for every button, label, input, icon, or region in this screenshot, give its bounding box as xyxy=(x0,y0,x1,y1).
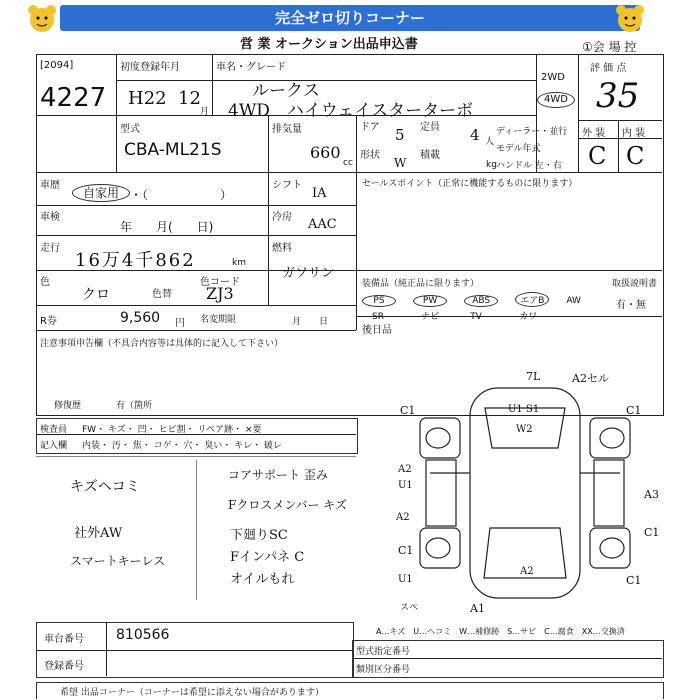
footer-info-2: 類別区分番号 xyxy=(356,665,411,675)
equip-ps: PS xyxy=(362,295,396,307)
kg-unit: kg xyxy=(486,160,497,170)
diagram-mark-15: A1 xyxy=(470,602,485,615)
later-items-label: 後日品 xyxy=(362,325,392,336)
equip-bottom-row xyxy=(372,304,602,323)
venue-copy-label: ①会 場 控 xyxy=(582,40,637,54)
remark-1: 社外AW xyxy=(74,526,123,541)
reg-month: 12 xyxy=(178,88,201,109)
equip-navi: ナビ xyxy=(421,312,440,322)
diagram-legend: A…キズ U…ヘコミ W…補修跡 S…サビ C…腐食 XX…交換済 xyxy=(376,627,625,636)
lot-code: [2094] xyxy=(40,60,74,71)
diagram-mark-14: C1 xyxy=(626,574,642,587)
banner-title: 完全ゼロ切りコーナー xyxy=(60,5,640,31)
color-code-label: 色コード xyxy=(200,277,240,288)
repair-label: 修復歴 xyxy=(54,401,82,411)
model-label: 型式 xyxy=(120,124,140,135)
mileage-label: 走行 xyxy=(40,243,60,254)
car-grade: 4WD ハイウェイスターターボ xyxy=(228,101,474,121)
diagram-mark-10: C1 xyxy=(644,526,660,539)
model-code: CBA-ML21S xyxy=(124,140,222,160)
equip-aw: AW xyxy=(566,296,581,306)
drive-2wd: 2WD xyxy=(541,72,565,83)
ext-label: 外 装 xyxy=(582,128,606,139)
check-row-2: 内装・ 汚・ 焦・ コゲ・ 穴・ 臭い・ キレ・ 破レ xyxy=(82,441,282,451)
color-label: 色 xyxy=(40,277,50,288)
score-value: 35 xyxy=(596,76,640,116)
load-label: 積載 xyxy=(420,150,440,161)
history-value: 自家用 xyxy=(72,184,130,202)
mileage-value: 16万4千862 xyxy=(75,250,196,271)
diagram-mark-5: A2 xyxy=(398,464,412,475)
ext-grade: C xyxy=(588,142,607,170)
shift-label: シフト xyxy=(272,180,302,191)
score-label: 評 価 点 xyxy=(590,63,627,74)
displacement-label: 排気量 xyxy=(272,124,302,135)
remark-3: コアサポート 歪み xyxy=(228,468,328,482)
equip-sr: SR xyxy=(372,312,384,322)
reg-era-year: H22 xyxy=(128,88,167,109)
equip-label: 装備品（純正品に限ります） xyxy=(362,279,480,289)
notes-label: 注意事項申告欄（不具合内容等は具体的に記入して下さい） xyxy=(40,339,284,349)
int-label: 内 装 xyxy=(622,128,646,139)
model-year-label: モデル年式 xyxy=(496,144,541,154)
manual-value: 有・無 xyxy=(616,300,646,311)
diagram-mark-11: A2 xyxy=(520,566,534,577)
form-header: 営 業 オークション出品申込書 xyxy=(240,37,418,52)
fuel-label: 燃料 xyxy=(272,243,292,254)
fuel-value: ガソリン xyxy=(282,266,335,281)
shape-label: 形状 xyxy=(360,150,380,161)
door-count: 5 xyxy=(395,126,405,144)
repair-value: 有（箇所 xyxy=(116,401,153,411)
hope-corner-label: 希望 出品コーナー（コーナーは希望に添えない場合があります） xyxy=(60,688,324,698)
handle-label: ハンドル 左・右 xyxy=(496,161,562,171)
capacity-label: 定員 xyxy=(420,122,440,133)
equip-pw: PW xyxy=(413,295,447,307)
diagram-mark-4: W2 xyxy=(516,424,533,435)
remark-2: スマートキーレス xyxy=(70,554,166,568)
shift-value: IA xyxy=(312,186,327,201)
diagram-mark-1: A2セル xyxy=(572,372,609,385)
diagram-mark-12: C1 xyxy=(398,544,414,557)
title-change-value: 月 日 xyxy=(292,317,329,327)
capacity-unit: 人 xyxy=(485,137,495,147)
remark-0: キズヘコミ xyxy=(70,479,140,495)
car-name: ルークス xyxy=(252,81,320,101)
recycle-label: R券 xyxy=(40,316,57,327)
lot-number: 4227 xyxy=(40,83,107,113)
color-value: クロ xyxy=(82,287,110,303)
diagram-mark-8: C1 xyxy=(626,404,642,417)
diagram-mark-16: スペ xyxy=(400,603,419,613)
inspect-label: 車検 xyxy=(40,212,60,223)
stock-label: 車台番号 xyxy=(44,634,84,645)
mascot-left-icon xyxy=(24,4,60,34)
diagram-mark-2: C1 xyxy=(400,404,416,417)
drive-4wd: 4WD xyxy=(537,92,575,108)
color-code: ZJ3 xyxy=(206,284,234,303)
door-label: ドア xyxy=(360,122,380,133)
displacement-value: 660 xyxy=(310,143,341,162)
color-swap-label: 色替 xyxy=(152,289,172,300)
recycle-value: 9,560 xyxy=(120,310,161,326)
capacity-value: 4 xyxy=(470,126,480,144)
reg-label: 登録番号 xyxy=(44,661,84,672)
equip-abs: ABS xyxy=(464,295,498,307)
diagram-mark-3: U1 S1 xyxy=(508,404,540,415)
remark-5: 下廻りSC xyxy=(230,528,288,543)
reg-year-label: 初度登録年月 xyxy=(120,62,180,73)
cc-unit: cc xyxy=(343,158,353,168)
ac-value: AAC xyxy=(308,217,337,232)
history-label: 車歴 xyxy=(40,180,60,191)
title-change-label: 名変期限 xyxy=(200,315,237,325)
stock-number: 810566 xyxy=(116,627,170,643)
footer-info-1: 型式指定番号 xyxy=(356,647,411,657)
diagram-mark-7: U1 xyxy=(398,480,413,491)
sales-point-label: セールスポイント（正常に機能するものに限ります） xyxy=(362,179,578,189)
remark-7: オイルもれ xyxy=(230,572,295,587)
km-unit: km xyxy=(232,258,246,268)
remark-6: Fインパネ C xyxy=(230,550,305,565)
month-suffix: 月 xyxy=(200,107,210,117)
dealer-label: ディーラー・並行 xyxy=(496,127,568,137)
ac-label: 冷房 xyxy=(272,212,292,223)
grade-label: 車名・グレード xyxy=(216,62,286,73)
history-tail: ・（ ） xyxy=(130,188,233,202)
equip-tv: TV xyxy=(470,312,482,322)
diagram-mark-0: 7L xyxy=(526,370,541,383)
check-row-1: FW・ キズ・ 凹・ ヒビ割・ リペア跡・ ×要 xyxy=(82,425,262,435)
diagram-mark-9: A3 xyxy=(644,488,659,501)
mascot-right-icon xyxy=(612,4,648,34)
remark-4: Fクロスメンバー キズ xyxy=(228,498,348,512)
yen-unit: 円 xyxy=(175,318,185,329)
entry-label: 記入欄 xyxy=(40,441,68,451)
equip-airbag: エアB xyxy=(515,292,549,307)
manual-label: 取扱説明書 xyxy=(612,279,658,289)
int-grade: C xyxy=(626,142,645,170)
diagram-mark-13: U1 xyxy=(398,574,413,585)
checker-label: 検査員 xyxy=(40,425,68,435)
diagram-mark-6: A2 xyxy=(396,512,410,523)
inspect-value: 年 月( 日) xyxy=(120,220,214,234)
shape-value: W xyxy=(394,156,407,170)
equip-leather: カワ xyxy=(519,312,538,322)
